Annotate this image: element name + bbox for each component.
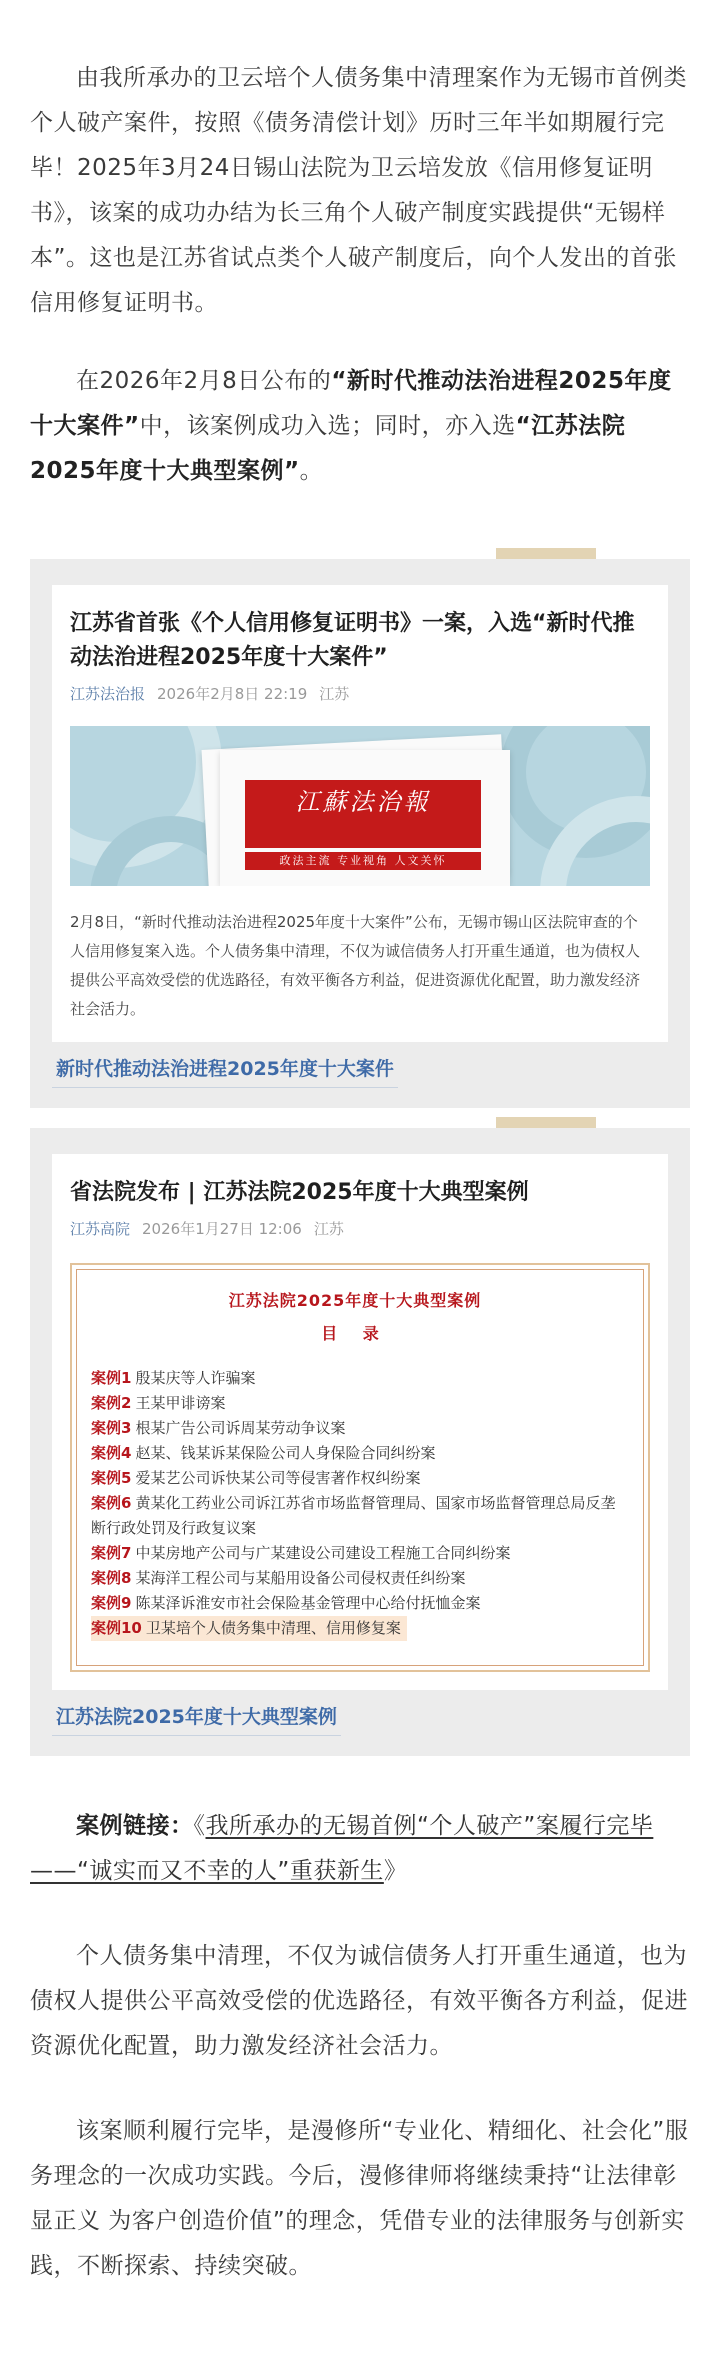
toc-item: 案例9 陈某泽诉淮安市社会保险基金管理中心给付抚恤金案: [91, 1594, 481, 1612]
embedded-article-block-2: [30, 1128, 690, 1756]
card-link-2[interactable]: 江苏法院2025年度十大典型案例: [52, 1702, 341, 1736]
embedded-article-block-1: [30, 559, 690, 1108]
body-paragraph-4: 该案顺利履行完毕，是漫修所“专业化、精细化、社会化”服务理念的一次成功实践。今后，漫修律师将继续秉持“让法律彰显正义 为客户创造价值”的理念，凭借专业的法律服务与创新实践，不断探索、持续突破。: [30, 2118, 689, 2279]
toc-item: 案例2 王某甲诽谤案: [91, 1394, 226, 1412]
card-meta: [70, 683, 650, 704]
intro-paragraph: 由我所承办的卫云培个人债务集中清理案作为无锡市首例类个人破产案件，按照《债务清偿计划》历时三年半如期履行完毕！2025年3月24日锡山法院为卫云培发放《信用修复证明书》，该案的成功办结为长三角个人破产制度实践提供“无锡样本”。这也是江苏省试点类个人破产制度后，向个人发出的首张信用修复证明书。: [30, 65, 687, 316]
card-summary: 2月8日，“新时代推动法治进程2025年度十大案件”公布，无锡市锡山区法院审查的个人信用修复案入选。个人债务集中清理，不仅为诚信债务人打开重生通道，也为债权人提供公平高效受偿的优选路径，有效平衡各方利益，促进资源优化配置，助力激发经济社会活力。: [70, 913, 641, 1018]
card-region: 江苏: [319, 685, 350, 703]
body-paragraph-3: 个人债务集中清理，不仅为诚信债务人打开重生通道，也为债权人提供公平高效受偿的优选路径，有效平衡各方利益，促进资源优化配置，助力激发经济社会活力。: [30, 1943, 688, 2059]
toc-item: 案例1 殷某庆等人诈骗案: [91, 1369, 256, 1387]
case-link-paragraph: 案例链接：《我所承办的无锡首例“个人破产”案履行完毕——“诚实而又不幸的人”重获新生》: [30, 1813, 654, 1884]
card-source[interactable]: 江苏高院: [70, 1220, 131, 1238]
toc-inner: [76, 1269, 644, 1666]
selection-paragraph: [30, 359, 690, 494]
toc-item: 案例3 根某广告公司诉周某劳动争议案: [91, 1419, 346, 1437]
card-region: 江苏: [313, 1220, 344, 1238]
toc-item: 案例6 黄某化工药业公司诉江苏省市场监督管理局、国家市场监督管理总局反垄断行政处罚及行政复议案: [91, 1494, 616, 1537]
card-time: 2026年2月8日 22:19: [157, 685, 308, 703]
card-tab-decoration: [496, 548, 596, 559]
toc-item: 案例7 中某房地产公司与广某建设公司建设工程施工合同纠纷案: [91, 1544, 511, 1562]
card-source[interactable]: 江苏法治报: [70, 685, 146, 703]
card-title[interactable]: 省法院发布 | 江苏法院2025年度十大典型案例: [70, 1180, 529, 1205]
newspaper-slogan: 政法主流 专业视角 人文关怀: [245, 852, 481, 870]
toc-item: 案例4 赵某、钱某诉某保险公司人身保险合同纠纷案: [91, 1444, 436, 1462]
selection-text-1: 在2026年2月8日公布的: [76, 368, 332, 394]
embedded-article-card-2[interactable]: [52, 1154, 668, 1690]
toc-subtitle: 目 录: [321, 1324, 389, 1343]
selection-highlight-1: “新时代推动法治进程2025年度十大案件”: [30, 368, 672, 439]
toc-image: [70, 1263, 650, 1672]
card-banner-image: [70, 726, 650, 886]
toc-item: 案例8 某海洋工程公司与某船用设备公司侵权责任纠纷案: [91, 1569, 466, 1587]
newspaper-logo: 江蘇法治報: [245, 780, 481, 848]
toc-title: 江苏法院2025年度十大典型案例: [228, 1291, 482, 1310]
toc-item: 案例5 爱某艺公司诉快某公司等侵害著作权纠纷案: [91, 1469, 421, 1487]
card-tab-decoration: [496, 1117, 596, 1128]
embedded-article-card-1[interactable]: [52, 585, 668, 1042]
selection-highlight-2: “江苏法院2025年度十大典型案例”: [30, 413, 626, 484]
selection-text-3: 。: [299, 458, 324, 484]
card-time: 2026年1月27日 12:06: [142, 1220, 302, 1238]
selection-text-2: 中，该案例成功入选；同时，亦入选: [139, 413, 516, 439]
case-link[interactable]: 我所承办的无锡首例“个人破产”案履行完毕——“诚实而又不幸的人”重获新生: [30, 1813, 654, 1884]
card-meta: [70, 1218, 650, 1239]
card-link-1[interactable]: 新时代推动法治进程2025年度十大案件: [52, 1054, 398, 1088]
case-link-label: 案例链接：: [76, 1813, 194, 1839]
toc-item-highlighted: 案例10 卫某培个人债务集中清理、信用修复案: [91, 1616, 407, 1641]
card-title[interactable]: 江苏省首张《个人信用修复证明书》一案，入选“新时代推动法治进程2025年度十大案件”: [70, 611, 635, 670]
